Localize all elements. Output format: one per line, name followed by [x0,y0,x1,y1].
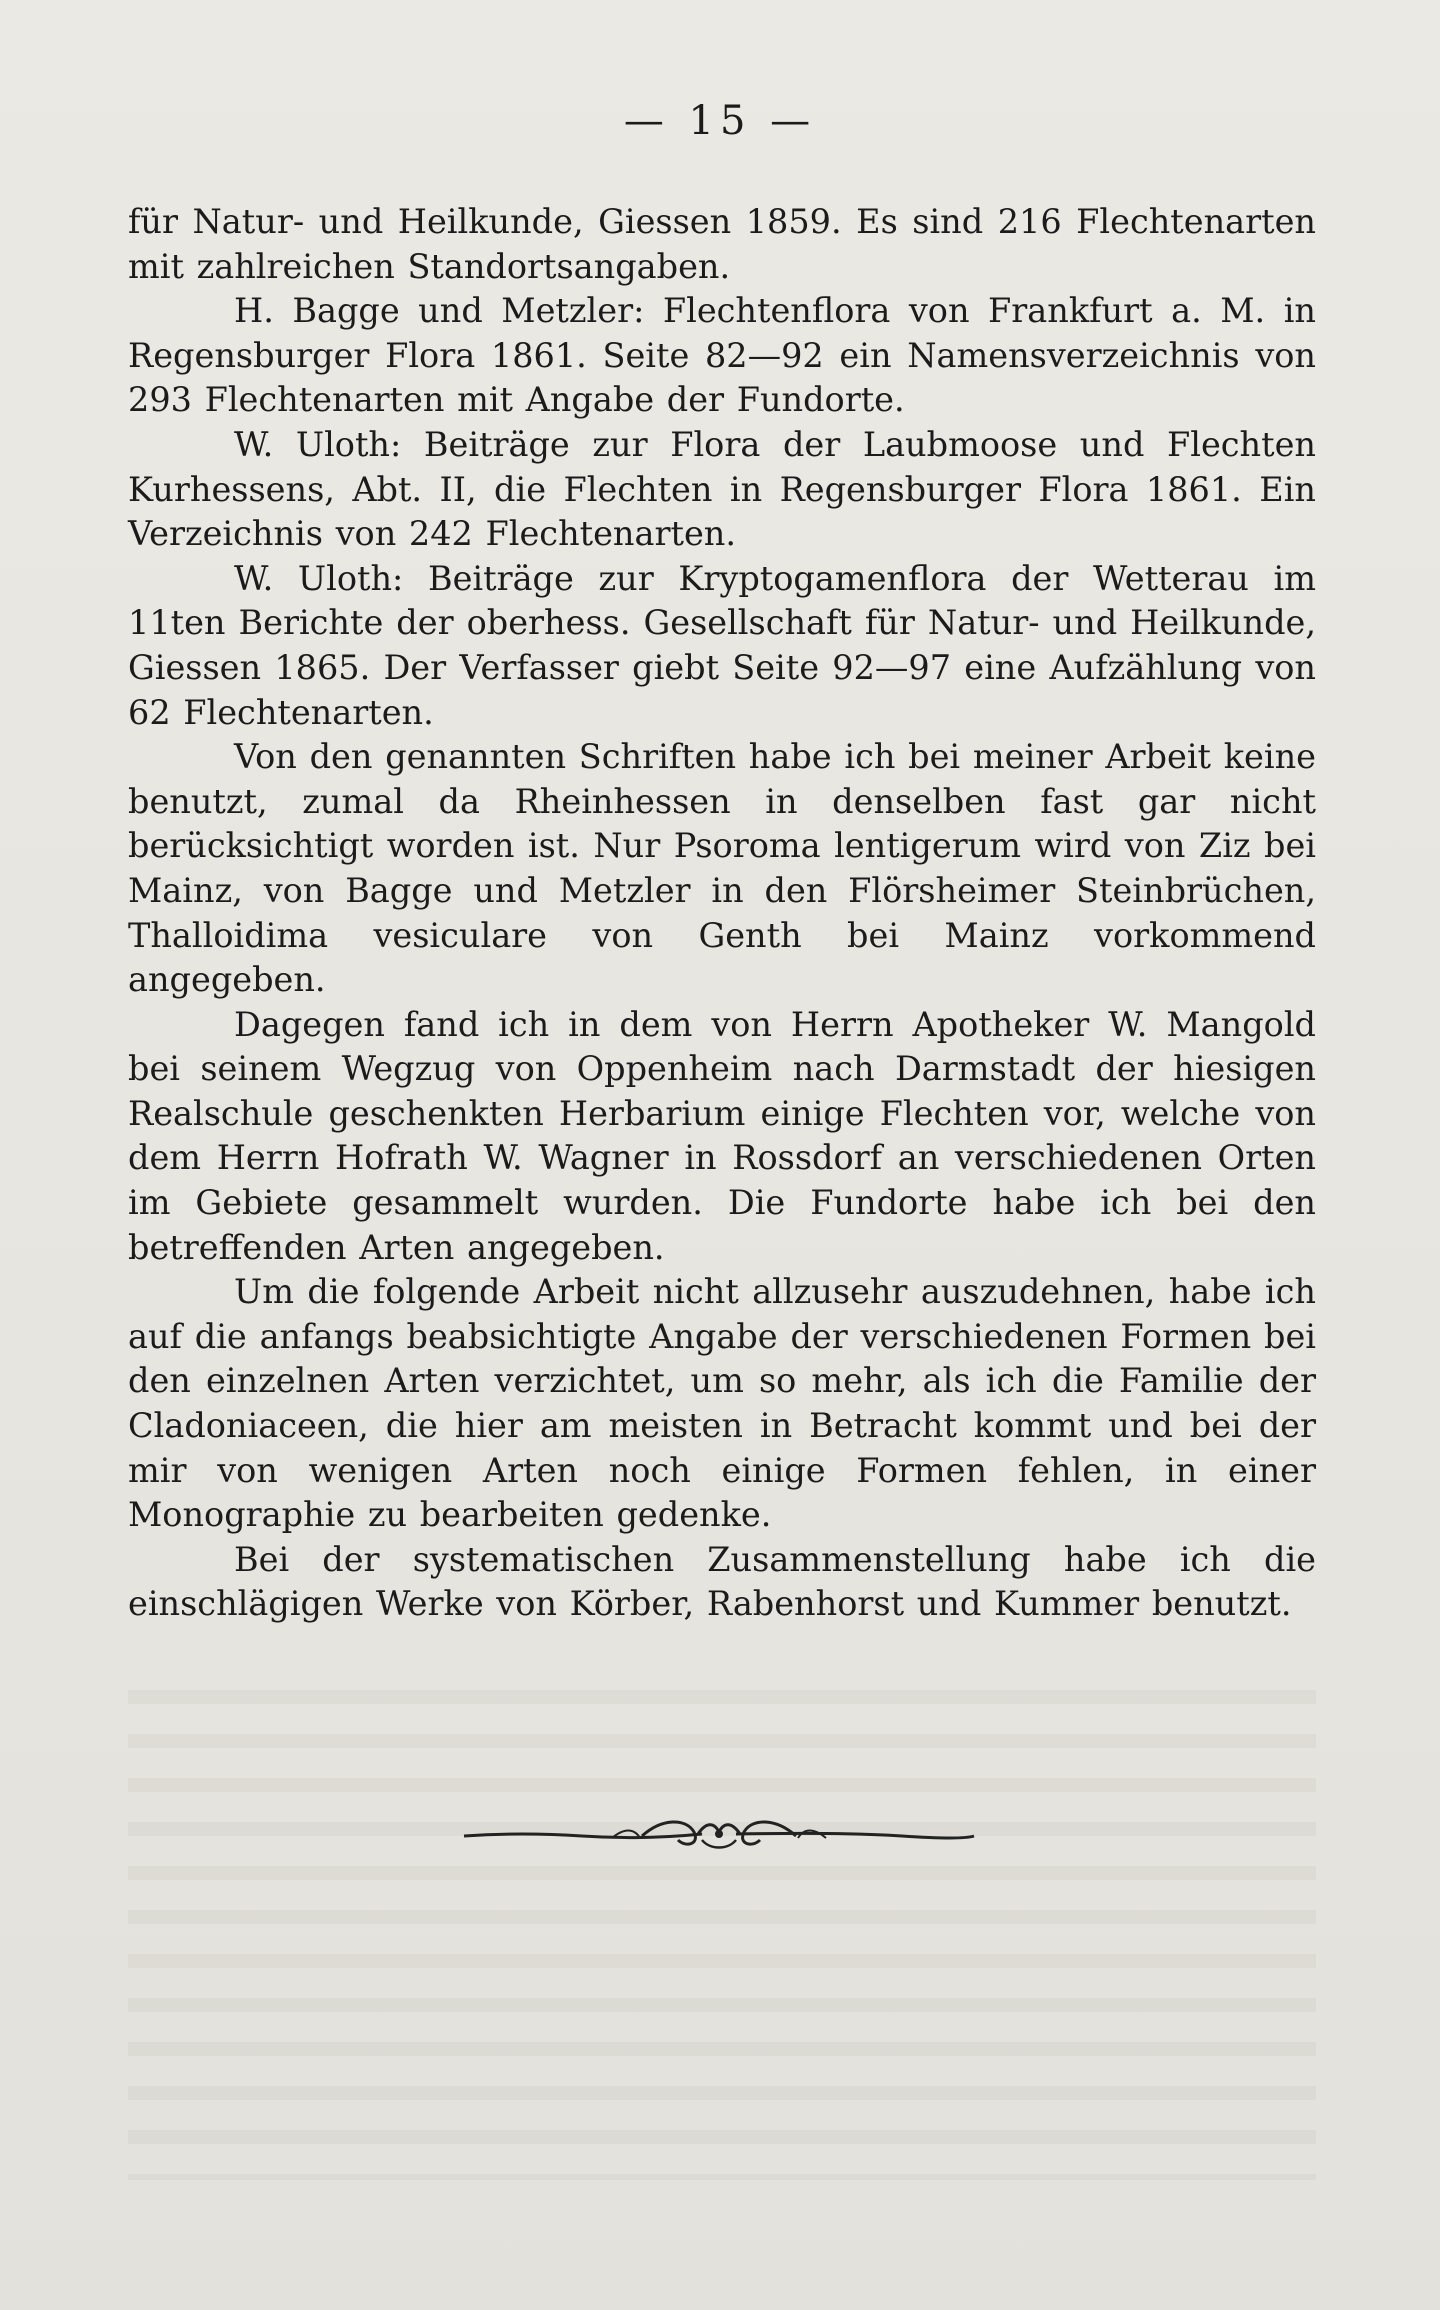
ornament-divider-icon [462,1812,976,1854]
paragraph-1: für Natur- und Heilkunde, Giessen 1859. Es sind 216 Flechtenarten mit zahlreichen Standortsangaben. [128,202,1316,286]
paragraph-4: W. Uloth: Beiträge zur Kryptogamenflora der Wetterau im 11ten Berichte der oberhess. Gesellschaft für Natur- und Heilkunde, Giessen 1865. Der Verfasser giebt Seite 92—97 eine Aufzählung von 62 Flechtenarten. [128,558,1316,732]
page-number: — 15 — [623,98,817,144]
paragraph-8: Bei der systematischen Zusammenstellung habe ich die einschlägigen Werke von Körber, Rabenhorst und Kummer benutzt. [128,1539,1316,1624]
paragraph-2: H. Bagge und Metzler: Flechtenflora von Frankfurt a. M. in Regensburger Flora 1861. Seite 82—92 ein Namensverzeichnis von 293 Flechtenarten mit Angabe der Fundorte. [128,291,1316,420]
body-text [128,200,1316,1627]
paragraph-3: W. Uloth: Beiträge zur Flora der Laubmoose und Flechten Kurhessens, Abt. II, die Flechten in Regensburger Flora 1861. Ein Verzeichnis von 242 Flechtenarten. [128,424,1316,554]
paragraph-7: Um die folgende Arbeit nicht allzusehr auszudehnen, habe ich auf die anfangs beabsichtigte Angabe der verschiedenen Formen bei den einzelnen Arten verzichtet, um so mehr, als ich die Familie der Cladoniaceen, die hier am meisten in Betracht kommt und bei der mir von wenigen Arten noch einige Formen fehlen, in einer Monographie zu bearbeiten gedenke. [128,1272,1316,1535]
paragraph-6: Dagegen fand ich in dem von Herrn Apotheker W. Mangold bei seinem Wegzug von Oppenheim nach Darmstadt der hiesigen Realschule geschenkten Herbarium einige Flechten vor, welche von dem Herrn Hofrath W. Wagner in Rossdorf an verschiedenen Orten im Gebiete gesammelt wurden. Die Fundorte habe ich bei den betreffenden Arten angegeben. [128,1004,1316,1267]
paragraph-5: Von den genannten Schriften habe ich bei meiner Arbeit keine benutzt, zumal da Rheinhessen in denselben fast gar nicht berücksichtigt worden ist. Nur Psoroma lentigerum wird von Ziz bei Mainz, von Bagge und Metzler in den Flörsheimer Steinbrüchen, Thalloidima vesiculare von Genth bei Mainz vorkommend angegeben. [128,737,1316,1000]
bleed-through-shadow [128,1660,1316,2180]
